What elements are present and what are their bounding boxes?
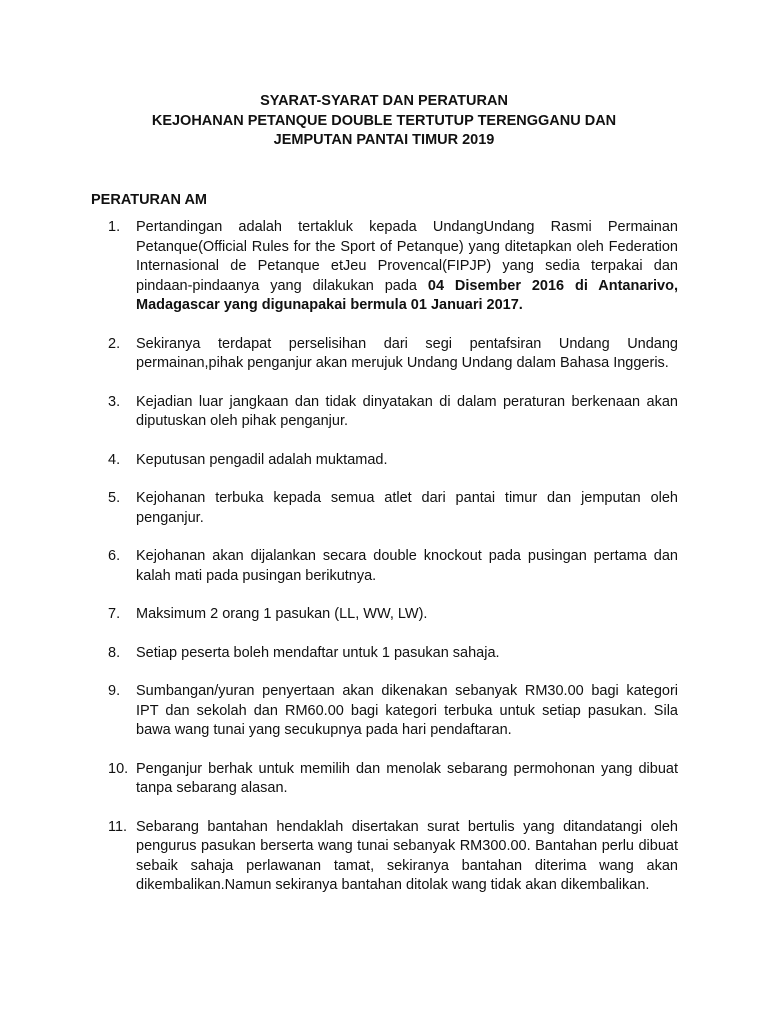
rule-number: 9. (108, 683, 121, 699)
section-heading: PERATURAN AM (91, 192, 207, 208)
rule-item-10 (108, 760, 678, 799)
rule-item-11 (108, 818, 678, 896)
rule-text: Sekiranya terdapat perselisihan dari segi pentafsiran Undang Undang permainan,pihak penganjur akan merujuk Undang Undang dalam Bahasa Inggeris. (136, 335, 678, 371)
rule-item-1 (108, 218, 678, 316)
rule-number: 8. (108, 644, 121, 661)
rule-text: Keputusan pengadil adalah muktamad. (136, 451, 388, 468)
rule-number: 11. (108, 818, 128, 835)
rule-item-9 (108, 682, 678, 741)
rule-text: Kejohanan akan dijalankan secara double knockout pada pusingan pertama dan kalah mati pada pusingan berikutnya. (136, 548, 678, 584)
rule-item-8 (108, 644, 678, 664)
rule-item-7 (108, 605, 678, 625)
rules-list (108, 218, 678, 915)
rule-number: 5. (108, 490, 121, 506)
rule-text: Kejadian luar jangkaan dan tidak dinyatakan di dalam peraturan berkenaan akan diputuskan oleh pihak penganjur. (136, 393, 678, 429)
rule-text: Penganjur berhak untuk memilih dan menolak sebarang permohonan yang dibuat tanpa sebarang alasan. (136, 760, 678, 796)
rule-text: Maksimum 2 orang 1 pasukan (LL, WW, LW). (136, 606, 428, 622)
rule-number: 4. (108, 451, 121, 468)
rule-text: Setiap peserta boleh mendaftar untuk 1 pasukan sahaja. (136, 644, 500, 661)
rule-text-regular: Pertandingan adalah tertakluk kepada UndangUndang Rasmi Permainan Petanque(Official Rules for the Sport of Petanque) yang ditetapkan oleh Federation Internasional de Petanque etJeu Provencal(FIPJP) yang sedia terpakai dan pindaan-pindaanya yang dilakukan pada (136, 219, 678, 294)
rule-item-2 (108, 335, 678, 374)
rule-number: 1. (108, 219, 121, 235)
rule-text-bold: 04 Disember 2016 di Antanarivo, Madagascar yang digunapakai bermula 01 Januari 2017. (136, 277, 679, 313)
rule-item-3 (108, 393, 678, 432)
title-line-1: SYARAT-SYARAT DAN PERATURAN (260, 93, 508, 109)
rule-text: Kejohanan terbuka kepada semua atlet dari pantai timur dan jemputan oleh penganjur. (136, 490, 678, 526)
rule-number: 7. (108, 606, 121, 622)
rule-text (136, 218, 678, 316)
rule-item-6 (108, 547, 678, 586)
rule-item-5 (108, 489, 678, 528)
document-title (0, 92, 768, 151)
rule-item-4 (108, 451, 678, 471)
rule-text: Sebarang bantahan hendaklah disertakan surat bertulis yang ditandatangi oleh pengurus pasukan berserta wang tunai sebanyak RM300.00. Bantahan perlu dibuat sebaik sahaja perlawanan tamat, sekiranya bantahan diterima wang akan dikembalikan.Namun sekiranya bantahan ditolak wang tidak akan dikembalikan. (136, 818, 678, 893)
rule-number: 2. (108, 335, 121, 352)
rule-number: 10. (108, 760, 129, 777)
rule-text: Sumbangan/yuran penyertaan akan dikenakan sebanyak RM30.00 bagi kategori IPT dan sekolah dan RM60.00 bagi kategori terbuka untuk setiap pasukan. Sila bawa wang tunai yang secukupnya pada hari pendaftaran. (136, 683, 678, 738)
rule-number: 3. (108, 393, 121, 410)
title-line-2: KEJOHANAN PETANQUE DOUBLE TERTUTUP TERENGGANU DAN (151, 112, 617, 129)
rule-number: 6. (108, 548, 121, 564)
title-line-3: JEMPUTAN PANTAI TIMUR 2019 (273, 132, 495, 148)
